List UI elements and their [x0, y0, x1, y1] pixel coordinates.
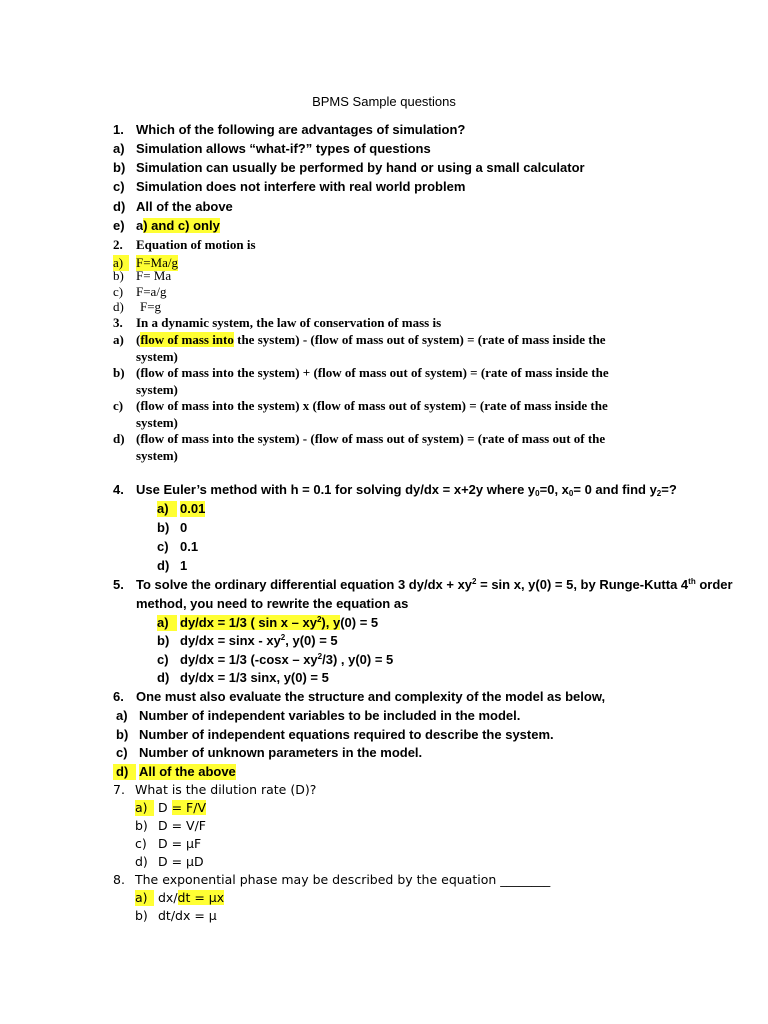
option-text: [158, 800, 206, 816]
option-marker: b): [135, 908, 148, 923]
option-marker: b): [113, 268, 124, 283]
option-marker: a): [113, 141, 125, 156]
option-text: Number of independent variables to be included in the model.: [139, 708, 521, 723]
option-text-plain: D: [158, 800, 172, 815]
option-marker: c): [113, 179, 125, 194]
highlighted-answer: F=Ma/g: [136, 255, 179, 270]
question-text: The exponential phase may be described by the equation ________: [135, 872, 551, 887]
option-text: [158, 890, 224, 906]
option-marker: d): [157, 558, 170, 573]
highlighted-answer-part: ), y: [321, 615, 341, 630]
option-text: F=a/g: [136, 284, 167, 299]
superscript: 2: [472, 577, 477, 586]
option-text: dy/dx = 1/3 sinx, y(0) = 5: [180, 670, 329, 685]
question-text: [136, 577, 733, 593]
option-marker: a): [116, 708, 128, 723]
superscript: 2: [316, 615, 322, 624]
question-text: Which of the following are advantages of simulation?: [136, 122, 466, 137]
highlighted-answer: dt = μx: [177, 890, 225, 905]
question-text-part: To solve the ordinary differential equation 3 dy/dx + xy: [136, 577, 473, 592]
superscript: 2: [280, 633, 286, 642]
option-text: [136, 332, 606, 348]
option-marker: b): [157, 633, 170, 648]
question-text-part: =?: [661, 482, 677, 497]
option-text-plain: (0) = 5: [340, 615, 379, 630]
option-text: (flow of mass into the system) x (flow of mass out of system) = (rate of mass inside the: [136, 398, 608, 413]
option-marker: b): [135, 818, 148, 833]
question-number: 5.: [113, 577, 124, 592]
option-text: (flow of mass into the system) + (flow of mass out of system) = (rate of mass inside the: [136, 365, 609, 380]
superscript: 2: [317, 652, 323, 661]
highlighted-answer-part: dy/dx = 1/3 ( sin x – xy: [180, 615, 317, 630]
option-text: (flow of mass into the system) - (flow of mass out of system) = (rate of mass out of the: [136, 431, 606, 446]
option-text-plain: a: [136, 218, 144, 233]
superscript: th: [688, 577, 696, 586]
option-text: All of the above: [136, 199, 233, 214]
question-text-part: order: [695, 577, 733, 592]
option-text: [136, 218, 220, 234]
option-marker: c): [157, 652, 169, 667]
option-marker: a): [135, 890, 154, 906]
option-text: [180, 652, 393, 668]
question-text: One must also evaluate the structure and complexity of the model as below,: [136, 689, 606, 704]
option-marker: e): [113, 218, 125, 233]
option-text: Number of independent equations required to describe the system.: [139, 727, 554, 742]
question-text: Equation of motion is: [136, 237, 256, 252]
option-text: [180, 633, 338, 649]
question-text: method, you need to rewrite the equation as: [136, 596, 409, 611]
option-marker: a): [113, 332, 124, 347]
highlighted-answer: All of the above: [139, 764, 236, 779]
highlighted-answer: ) and c) only: [143, 218, 220, 233]
question-number: 2.: [113, 237, 123, 252]
option-marker: c): [116, 745, 128, 760]
option-text: dt/dx = μ: [158, 908, 217, 923]
option-text: 1: [180, 558, 188, 573]
option-text: 0: [180, 520, 188, 535]
question-text: What is the dilution rate (D)?: [135, 782, 317, 797]
option-marker: b): [157, 520, 170, 535]
option-text: D = μD: [158, 854, 204, 869]
option-text-part: , y(0) = 5: [285, 633, 338, 648]
question-number: 8.: [113, 872, 125, 887]
question-text: In a dynamic system, the law of conservation of mass is: [136, 315, 442, 330]
option-marker: b): [113, 160, 126, 175]
option-marker: d): [113, 431, 125, 446]
question-number: 4.: [113, 482, 124, 497]
option-text-part: /3) , y(0) = 5: [322, 652, 394, 667]
option-marker: d): [113, 299, 124, 314]
option-text-plain: the system) - (flow of mass out of system) = (rate of mass inside the: [233, 332, 606, 347]
option-marker: c): [113, 398, 124, 413]
question-text-part: = 0 and find y: [573, 482, 657, 497]
option-text: [180, 615, 378, 631]
question-text-part: = sin x, y(0) = 5, by Runge-Kutta 4: [476, 577, 689, 592]
option-text: Number of unknown parameters in the model.: [139, 745, 423, 760]
option-text-part: dy/dx = sinx - xy: [180, 633, 281, 648]
question-number: 1.: [113, 122, 124, 137]
option-text: system): [136, 382, 178, 397]
question-number: 6.: [113, 689, 124, 704]
option-text: D = V/F: [158, 818, 206, 833]
subscript: 0: [568, 489, 574, 498]
option-marker: d): [157, 670, 170, 685]
option-text: Simulation allows “what-if?” types of questions: [136, 141, 431, 156]
option-text: Simulation does not interfere with real world problem: [136, 179, 466, 194]
option-text-part: dy/dx = 1/3 (-cosx – xy: [180, 652, 318, 667]
question-text-part: Use Euler’s method with h = 0.1 for solving dy/dx = x+2y where y: [136, 482, 536, 497]
subscript: 2: [656, 489, 662, 498]
option-marker: d): [113, 199, 126, 214]
option-marker: c): [135, 836, 147, 851]
option-text: system): [136, 349, 178, 364]
question-text: [136, 482, 677, 498]
document-title: BPMS Sample questions: [312, 94, 456, 109]
option-text: D = μF: [158, 836, 202, 851]
option-text: F= Ma: [136, 268, 172, 283]
option-marker: a): [157, 501, 177, 517]
option-text: system): [136, 415, 178, 430]
option-marker: a): [113, 255, 129, 271]
option-marker: d): [135, 854, 148, 869]
option-marker: b): [113, 365, 125, 380]
highlighted-answer: flow of mass into: [140, 332, 234, 347]
highlighted-answer: 0.01: [180, 501, 206, 516]
option-text-plain: dx/: [158, 890, 178, 905]
option-marker: a): [157, 615, 177, 631]
option-text: Simulation can usually be performed by hand or using a small calculator: [136, 160, 585, 175]
option-marker: b): [116, 727, 129, 742]
question-text-part: =0, x: [539, 482, 569, 497]
question-number: 3.: [113, 315, 123, 330]
option-text: F=g: [140, 299, 162, 314]
subscript: 0: [535, 489, 540, 498]
option-marker: d): [113, 764, 136, 780]
highlighted-answer: = F/V: [171, 800, 207, 815]
highlighted-answer: [180, 615, 340, 630]
option-text-plain: (: [136, 332, 141, 347]
option-text: system): [136, 448, 178, 463]
option-marker: c): [113, 284, 124, 299]
question-number: 7.: [113, 782, 125, 797]
option-marker: c): [157, 539, 169, 554]
option-text: 0.1: [180, 539, 199, 554]
option-marker: a): [135, 800, 154, 816]
